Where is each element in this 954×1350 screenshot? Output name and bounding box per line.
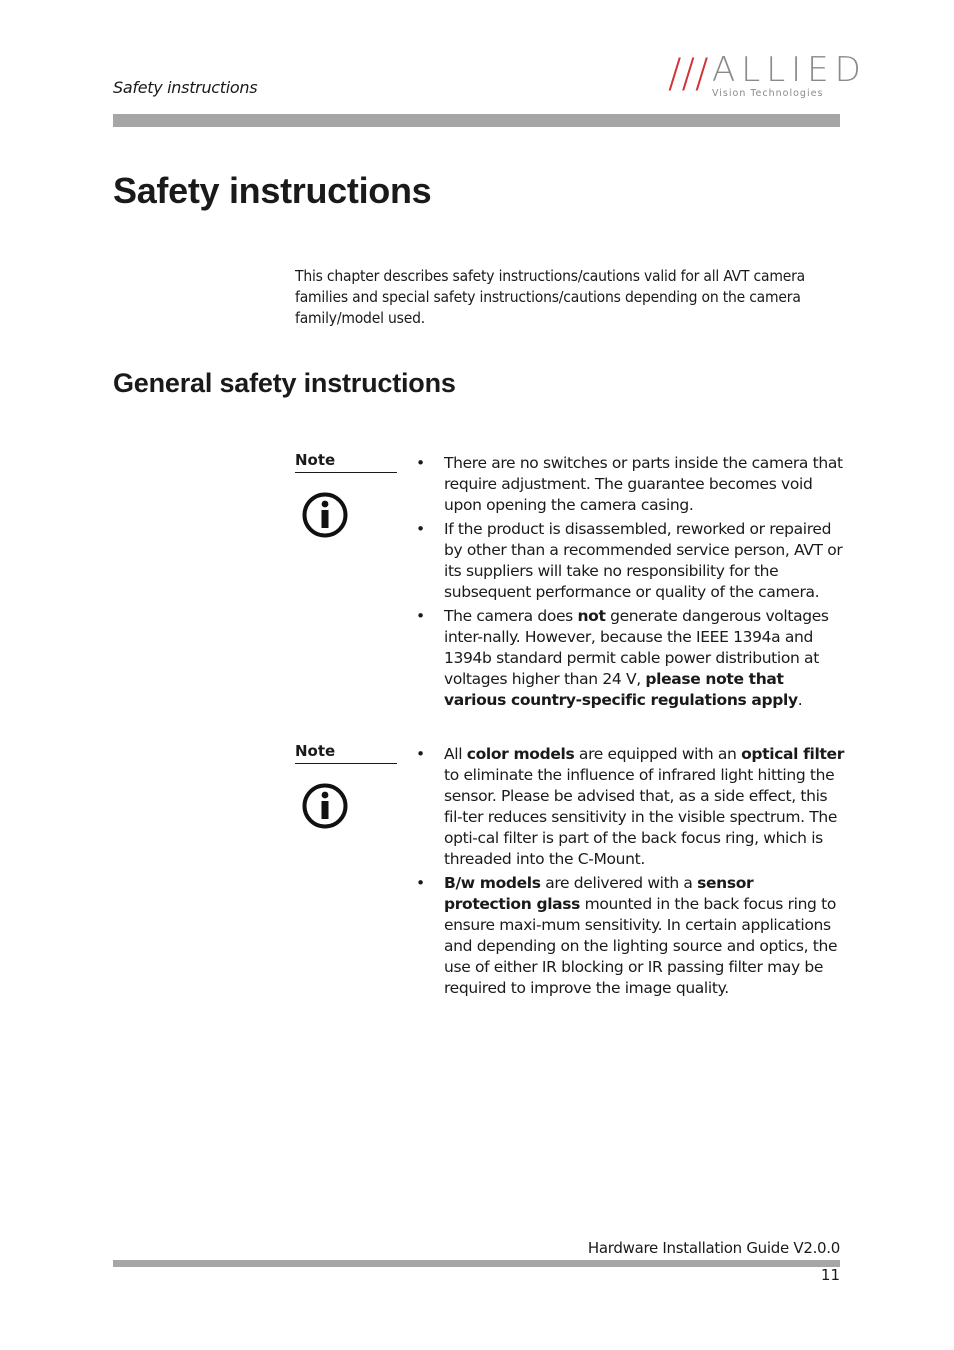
text-run: are delivered with a [540, 874, 698, 892]
text-run: All [444, 745, 467, 763]
bold-text: optical filter [741, 745, 844, 763]
note-label: Note [295, 451, 397, 473]
footer-divider-bar [113, 1260, 840, 1267]
bold-text: color models [466, 745, 575, 763]
bullet-text [444, 745, 844, 868]
footer-guide-title: Hardware Installation Guide V2.0.0 [587, 1239, 840, 1257]
note-2-bullet-list [416, 744, 844, 1002]
list-item: • There are no switches or parts inside the camera that require adjustment. The guarantee becomes void upon opening the camera casing. [416, 454, 843, 514]
list-item: • If the product is disassembled, reworked or repaired by other than a recommended service person, AVT or its suppliers will take no responsibility for the subsequent performance or quality of the camera. [416, 520, 843, 601]
text-run: are equipped with an [574, 745, 742, 763]
text-run: to eliminate the influence of infrared light hitting the sensor. Please be advised that, as a side effect, this fil-ter reduces sensitivity in the visible spectrum. The opti-cal filter is part of the back focus ring, which is threaded into the C-Mount. [444, 766, 838, 868]
info-icon [301, 782, 349, 830]
bold-text: B/w models [444, 874, 541, 892]
page-title: Safety instructions [113, 170, 432, 211]
running-header-title: Safety instructions [113, 78, 258, 97]
allied-logo [668, 50, 867, 102]
text-run: mounted in the back focus ring to ensure maxi-mum sensitivity. In certain applications and depending on the lighting source and optics, the use of either IR blocking or IR passing filter may be required to improve the image quality. [444, 895, 838, 997]
bullet-text [444, 874, 837, 997]
note-label: Note [295, 742, 397, 764]
bullet-text [444, 520, 842, 601]
section-title: General safety instructions [113, 368, 456, 398]
logo-word: ALLIED [712, 50, 867, 90]
list-item: • B/w models are delivered with a sensor protection glass mounted in the back focus ring to ensure maxi-mum sensitivity. In certain applications and depending on the lighting source and optics, the use of either IR blocking or IR passing filter may be required to improve the image quality. [416, 874, 838, 997]
text-run: There are no switches or parts inside the camera that require adjustment. The guarantee becomes void upon opening the camera casing. [444, 454, 843, 514]
header-divider-bar [113, 114, 840, 127]
bullet-text [444, 607, 829, 709]
bullet-text [444, 454, 843, 514]
bold-text: not [577, 607, 606, 625]
text-run: The camera does [444, 607, 578, 625]
list-item: • All color models are equipped with an optical filter to eliminate the influence of infrared light hitting the sensor. Please be advised that, as a side effect, this fil-ter reduces sensitivity in the visible spectrum. The opti-cal filter is part of the back focus ring, which is threaded into the C-Mount. [416, 745, 844, 868]
bold-text: sensor protection glass [444, 874, 754, 913]
list-item: • The camera does not generate dangerous voltages inter-nally. However, because the IEEE 1394a and 1394b standard permit cable power distribution at voltages higher than 24 V, please note that various country-specific regulations apply. [416, 607, 829, 709]
bold-text: please note that various country-specific regulations apply [444, 670, 798, 709]
info-icon [301, 491, 349, 539]
note-1-bullet-list [416, 453, 844, 714]
logo-slashes: /// [668, 51, 709, 97]
text-run: . [797, 691, 803, 709]
text-run: If the product is disassembled, reworked or repaired by other than a recommended service person, AVT or its suppliers will take no responsibility for the subsequent performance or quality of the camera. [444, 520, 843, 601]
page-number: 11 [820, 1266, 840, 1284]
intro-paragraph: This chapter describes safety instructions/cautions valid for all AVT camera families and special safety instructions/cautions depending on the camera family/model used. [295, 267, 805, 327]
text-run: generate dangerous voltages inter-nally. However, because the IEEE 1394a and 1394b standard permit cable power distribution at voltages higher than 24 V, [444, 607, 829, 688]
logo-subtitle: Vision Technologies [712, 88, 824, 99]
